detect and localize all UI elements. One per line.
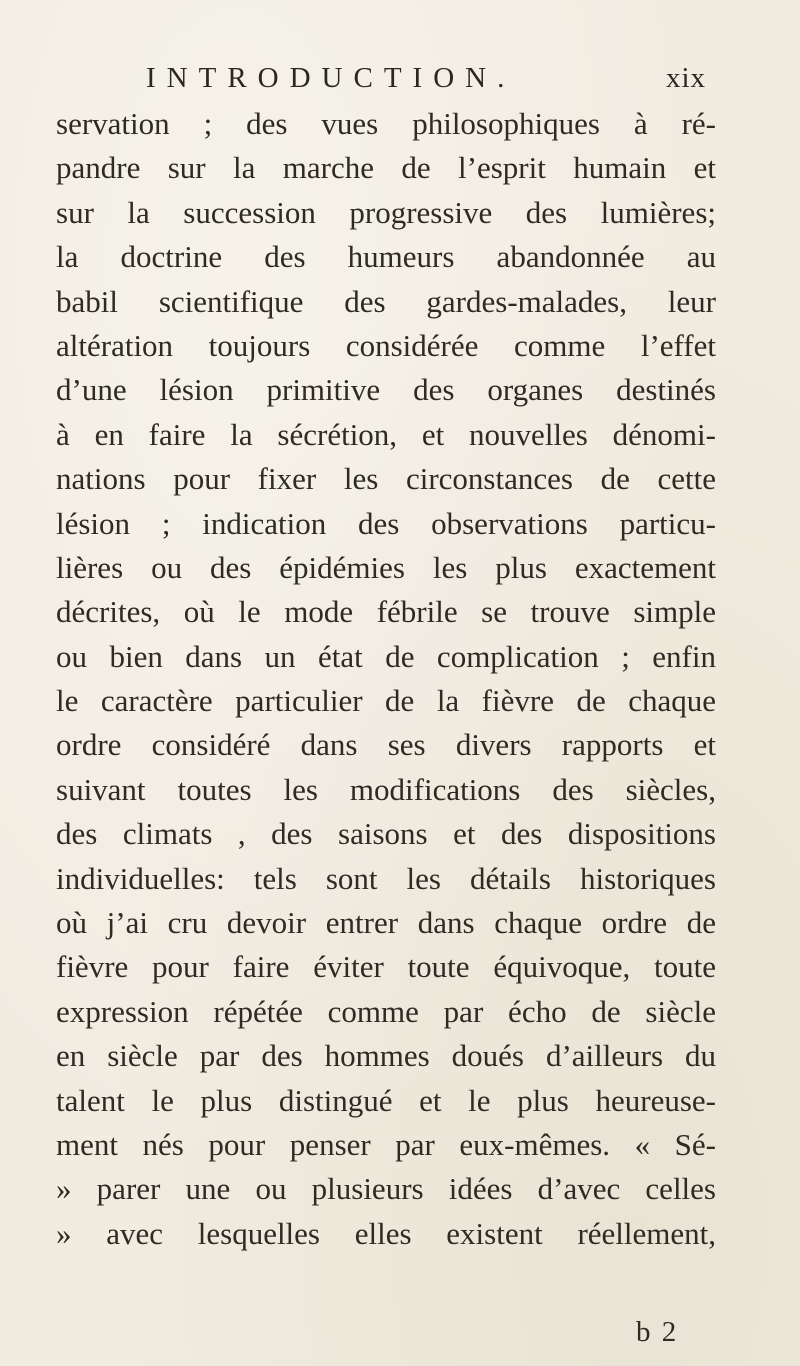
text-line: pandre sur la marche de l’esprit humain et xyxy=(56,150,716,186)
page-number: xix xyxy=(665,62,706,94)
text-line: babil scientifique des gardes-malades, leur xyxy=(56,283,716,319)
text-line: expression répétée comme par écho de siècle xyxy=(56,993,716,1029)
text-line: ordre considéré dans ses divers rapports et xyxy=(56,727,716,763)
text-line: des climats , des saisons et des dispositions xyxy=(56,816,716,852)
text-line: sur la succession progressive des lumières; xyxy=(56,194,716,230)
text-line: servation ; des vues philosophiques à ré- xyxy=(56,106,716,141)
text-line: décrites, où le mode fébrile se trouve simple xyxy=(56,594,716,630)
page-header xyxy=(146,62,706,102)
text-line: talent le plus distingué et le plus heureuse- xyxy=(56,1082,716,1118)
text-line: ou bien dans un état de complication ; enfin xyxy=(56,638,716,674)
text-line: lésion ; indication des observations particu- xyxy=(56,505,716,541)
text-line: en siècle par des hommes doués d’ailleurs du xyxy=(56,1038,716,1074)
text-line: la doctrine des humeurs abandonnée au xyxy=(56,239,716,275)
signature-mark: b 2 xyxy=(636,1316,679,1348)
text-line: » avec lesquelles elles existent réellement, xyxy=(56,1215,716,1251)
text-line: d’une lésion primitive des organes destinés xyxy=(56,372,716,408)
text-line: ment nés pour penser par eux-mêmes. « Sé- xyxy=(56,1126,716,1162)
text-line: où j’ai cru devoir entrer dans chaque ordre de xyxy=(56,905,716,941)
running-title: INTRODUCTION. xyxy=(146,62,516,94)
text-line: suivant toutes les modifications des siècles, xyxy=(56,771,716,807)
text-line: le caractère particulier de la fièvre de chaque xyxy=(56,683,716,719)
body-text xyxy=(56,102,716,1256)
text-line: » parer une ou plusieurs idées d’avec celles xyxy=(56,1171,716,1207)
text-line: nations pour fixer les circonstances de cette xyxy=(56,461,716,497)
text-line: à en faire la sécrétion, et nouvelles dénomi- xyxy=(56,416,716,452)
text-line: individuelles: tels sont les détails historiques xyxy=(56,860,716,896)
text-line: fièvre pour faire éviter toute équivoque, toute xyxy=(56,949,716,985)
text-line: lières ou des épidémies les plus exactement xyxy=(56,549,716,585)
text-line: altération toujours considérée comme l’effet xyxy=(56,327,716,363)
